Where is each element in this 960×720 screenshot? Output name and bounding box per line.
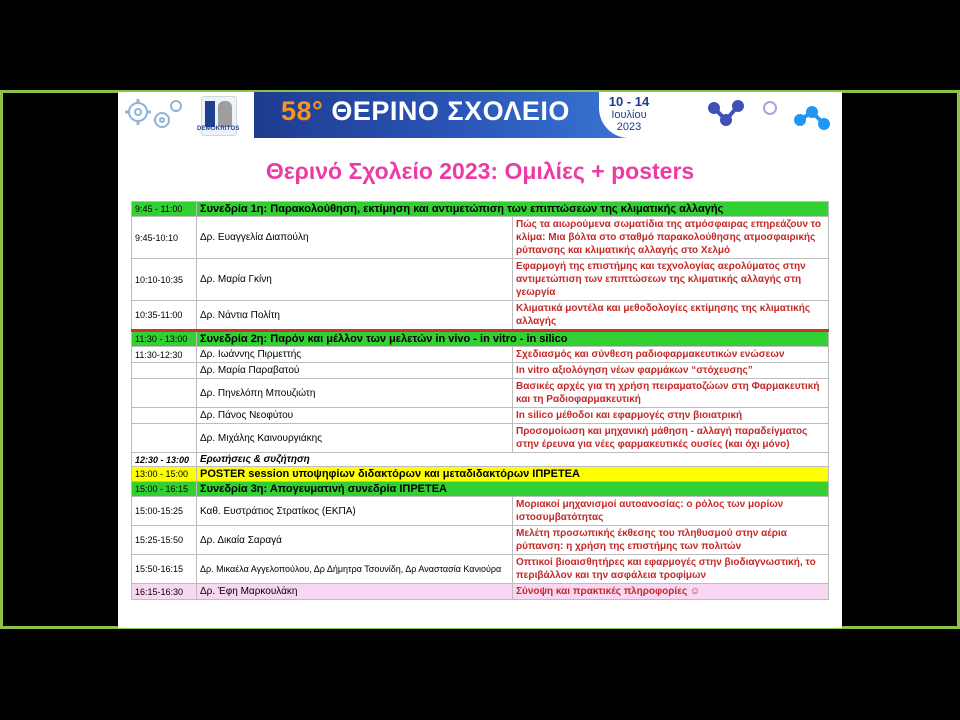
- table-row: [132, 363, 829, 379]
- time-cell: 12:30 - 13:00: [132, 453, 197, 467]
- talk-cell: Οπτικοί βιοαισθητήρες και εφαρμογές στην βιοδιαγνωστική, το περιβάλλον και την ασφάλεια τροφίμων: [513, 555, 829, 584]
- time-cell: [132, 424, 197, 453]
- table-row: [132, 301, 829, 331]
- talk-cell: Προσομοίωση και μηχανική μάθηση - αλλαγή παραδείγματος στην έρευνα για νέες φαρμακευτικές ουσίες (και όχι μόνο): [513, 424, 829, 453]
- speaker-cell: Δρ. Πάνος Νεοφύτου: [197, 408, 513, 424]
- speaker-cell: Δρ. Μιχάλης Καινουργιάκης: [197, 424, 513, 453]
- speaker-cell: Δρ. Μαρία Παραβατού: [197, 363, 513, 379]
- time-cell: [132, 408, 197, 424]
- table-row: [132, 379, 829, 408]
- time-cell: 15:25-15:50: [132, 526, 197, 555]
- time-cell: 15:00-15:25: [132, 497, 197, 526]
- header-banner: [118, 92, 842, 138]
- time-cell: 13:00 - 15:00: [132, 467, 197, 482]
- date-days: 10 - 14: [608, 94, 650, 109]
- date-month: Ιουλίου: [611, 109, 647, 121]
- speaker-cell: Καθ. Ευστράτιος Στρατίκος (ΕΚΠΑ): [197, 497, 513, 526]
- poster-row: [132, 467, 829, 482]
- time-cell: 11:30-12:30: [132, 347, 197, 363]
- talk-cell: Σύνοψη και πρακτικές πληροφορίες ☺: [513, 584, 829, 600]
- talk-cell: Μελέτη προσωπικής έκθεσης του πληθυσμού στην αέρια ρύπανση: η χρήση της επιστήμης των πολιτών: [513, 526, 829, 555]
- speaker-cell: Δρ. Ιωάννης Πιρμεττής: [197, 347, 513, 363]
- time-cell: [132, 363, 197, 379]
- time-cell: 15:50-16:15: [132, 555, 197, 584]
- banner-text: ΘΕΡΙΝΟ ΣΧΟΛΕΙΟ: [331, 96, 570, 126]
- time-cell: 11:30 - 13:00: [132, 331, 197, 347]
- presentation-stage: [0, 90, 960, 628]
- time-cell: 10:35-11:00: [132, 301, 197, 331]
- table-row: [132, 424, 829, 453]
- talk-cell: Βασικές αρχές για τη χρήση πειραματοζώων στη Φαρμακευτική και τη Ραδιοφαρμακευτική: [513, 379, 829, 408]
- slide: [118, 92, 842, 628]
- discussion-row: [132, 453, 829, 467]
- speaker-cell: Δρ. Ευαγγελία Διαπούλη: [197, 217, 513, 259]
- table-row: [132, 584, 829, 600]
- talk-cell: Εφαρμογή της επιστήμης και τεχνολογίας αερολύματος στην αντιμετώπιση των επιπτώσεων της κλιματικής αλλαγής στη γεωργία: [513, 259, 829, 301]
- time-cell: 10:10-10:35: [132, 259, 197, 301]
- speaker-cell: Δρ. Νάντια Πολίτη: [197, 301, 513, 331]
- session-title: Συνεδρία 1η: Παρακολούθηση, εκτίμηση και αντιμετώπιση των επιπτώσεων της κλιματικής αλλαγής: [197, 202, 829, 217]
- table-row: [132, 347, 829, 363]
- session-row: [132, 202, 829, 217]
- speaker-cell: Δρ. Πηνελόπη Μπουζιώτη: [197, 379, 513, 408]
- poster-title: POSTER session υποψηφίων διδακτόρων και μεταδιδακτόρων ΙΠΡΕΤΕΑ: [197, 467, 829, 482]
- discussion-title: Ερωτήσεις & συζήτηση: [197, 453, 829, 467]
- table-row: [132, 217, 829, 259]
- session-title: Συνεδρία 3η: Απογευματινή συνεδρία ΙΠΡΕΤΕΑ: [197, 482, 829, 497]
- session-title: Συνεδρία 2η: Παρόν και μέλλον των μελετών in vivo - in vitro - in silico: [197, 331, 829, 347]
- logo-text: DEMOKRITOS: [197, 126, 240, 132]
- molecule-icon: [708, 96, 838, 136]
- speaker-cell: Δρ. Μικαέλα Αγγελοπούλου, Δρ Δήμητρα Τσουνίδη, Δρ Αναστασία Κανιούρα: [197, 555, 513, 584]
- session-row: [132, 331, 829, 347]
- schedule-table: [131, 201, 829, 600]
- table-row: [132, 408, 829, 424]
- talk-cell: Πώς τα αιωρούμενα σωματίδια της ατμόσφαιρας επηρεάζουν το κλίμα: Μια βόλτα στο σταθμό παρακολούθησης ατμοσφαιρικής ρύπανσης και κλιματικής αλλαγής στο Χελμό: [513, 217, 829, 259]
- talk-cell: In vitro αξιολόγηση νέων φαρμάκων “στόχευσης”: [513, 363, 829, 379]
- banner-number: 58°: [281, 96, 324, 126]
- time-cell: 16:15-16:30: [132, 584, 197, 600]
- session-row: [132, 482, 829, 497]
- speaker-cell: Δρ. Μαρία Γκίνη: [197, 259, 513, 301]
- table-row: [132, 526, 829, 555]
- time-cell: 9:45 - 11:00: [132, 202, 197, 217]
- time-cell: [132, 379, 197, 408]
- table-row: [132, 259, 829, 301]
- page-title: Θερινό Σχολείο 2023: Ομιλίες + posters: [265, 158, 695, 184]
- date-badge: [599, 92, 659, 138]
- speaker-cell: Δρ. Έφη Μαρκουλάκη: [197, 584, 513, 600]
- talk-cell: Μοριακοί μηχανισμοί αυτοανοσίας: ο ρόλος των μορίων ιστοσυμβατότητας: [513, 497, 829, 526]
- talk-cell: Σχεδιασμός και σύνθεση ραδιοφαρμακευτικών ενώσεων: [513, 347, 829, 363]
- speaker-cell: Δρ. Δικαία Σαραγά: [197, 526, 513, 555]
- talk-cell: In silico μέθοδοι και εφαρμογές στην βιοιατρική: [513, 408, 829, 424]
- time-cell: 15:00 - 16:15: [132, 482, 197, 497]
- table-row: [132, 555, 829, 584]
- gears-icon: [118, 94, 188, 136]
- banner-title: [281, 96, 570, 127]
- talk-cell: Κλιματικά μοντέλα και μεθοδολογίες εκτίμησης της κλιματικής αλλαγής: [513, 301, 829, 331]
- table-row: [132, 497, 829, 526]
- time-cell: 9:45-10:10: [132, 217, 197, 259]
- date-year: 2023: [616, 121, 642, 133]
